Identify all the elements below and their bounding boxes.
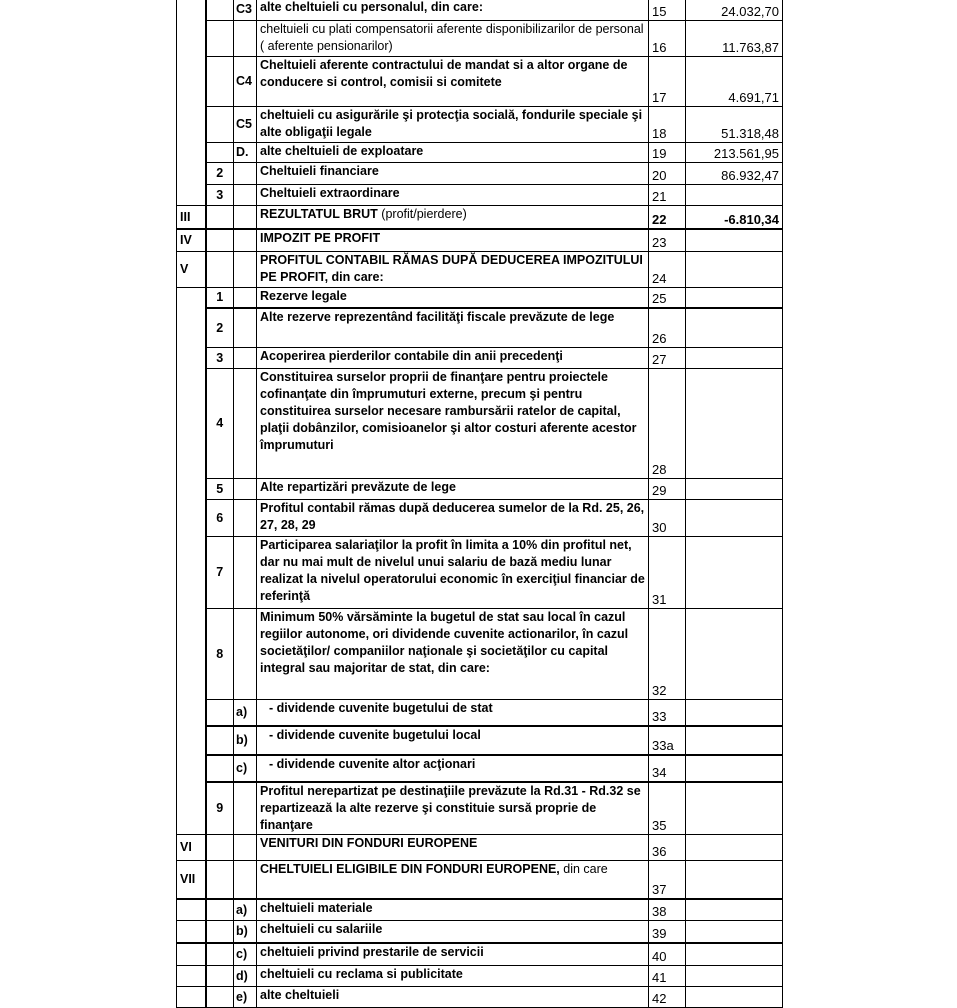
row-number-cell: 37 (649, 861, 686, 900)
row-number-cell: 18 (649, 107, 686, 143)
amount-cell: 213.561,95 (686, 143, 783, 163)
financial-statement-sheet (176, 0, 782, 1008)
sub-item-cell: b) (234, 921, 257, 944)
row-label-cell (257, 782, 649, 835)
sub-item-cell: a) (234, 899, 257, 921)
row-label: cheltuieli materiale (260, 901, 373, 915)
sub-item-cell (234, 348, 257, 369)
item-number-cell: 3 (206, 185, 234, 206)
row-label-cell (257, 755, 649, 782)
row-label-cell (257, 21, 649, 57)
row-number-cell: 24 (649, 252, 686, 288)
item-number-cell (206, 987, 234, 1008)
roman-numeral-cell (177, 308, 206, 348)
roman-numeral-cell (177, 500, 206, 537)
roman-numeral-cell (177, 943, 206, 966)
row-label-cell (257, 861, 649, 900)
sub-item-cell (234, 609, 257, 700)
item-number-cell (206, 57, 234, 107)
sub-item-cell: d) (234, 966, 257, 987)
sub-item-cell (234, 479, 257, 500)
sub-item-cell (234, 782, 257, 835)
sub-item-cell (234, 206, 257, 230)
sub-item-cell: c) (234, 755, 257, 782)
amount-cell (686, 609, 783, 700)
item-number-cell (206, 229, 234, 252)
item-number-cell (206, 107, 234, 143)
row-number-cell: 28 (649, 369, 686, 479)
sub-item-cell (234, 21, 257, 57)
row-label: alte cheltuieli de exploatare (260, 144, 424, 158)
roman-numeral-cell (177, 537, 206, 609)
table-row (177, 348, 783, 369)
amount-cell (686, 308, 783, 348)
amount-cell (686, 369, 783, 479)
item-number-cell (206, 899, 234, 921)
row-label: cheltuieli cu plati compensatorii aferente disponibilizarilor de personal ( aferente pensionarilor) (260, 22, 644, 53)
row-number-cell: 33 (649, 700, 686, 727)
row-label: cheltuieli privind prestarile de servicii (260, 945, 484, 959)
row-label: IMPOZIT PE PROFIT (260, 231, 381, 245)
sub-item-cell: c) (234, 943, 257, 966)
item-number-cell (206, 143, 234, 163)
row-number-cell: 34 (649, 755, 686, 782)
table-row (177, 185, 783, 206)
table-row (177, 107, 783, 143)
roman-numeral-cell (177, 700, 206, 727)
item-number-cell: 3 (206, 348, 234, 369)
item-number-cell: 2 (206, 308, 234, 348)
row-label-cell (257, 288, 649, 309)
amount-cell (686, 185, 783, 206)
sub-item-cell: C5 (234, 107, 257, 143)
row-number-cell: 30 (649, 500, 686, 537)
row-label-cell (257, 899, 649, 921)
roman-numeral-cell (177, 966, 206, 987)
row-label-cell (257, 229, 649, 252)
amount-cell (686, 921, 783, 944)
amount-cell (686, 229, 783, 252)
row-label: Alte rezerve reprezentând facilităţi fiscale prevăzute de lege (260, 310, 615, 324)
roman-numeral-cell (177, 21, 206, 57)
row-label-cell (257, 57, 649, 107)
table-row (177, 755, 783, 782)
roman-numeral-cell (177, 57, 206, 107)
item-number-cell (206, 726, 234, 755)
table-row (177, 0, 783, 21)
amount-cell (686, 835, 783, 861)
item-number-cell (206, 966, 234, 987)
row-label: - dividende cuvenite bugetului de stat (269, 701, 493, 715)
amount-cell: -6.810,34 (686, 206, 783, 230)
sub-item-cell (234, 252, 257, 288)
amount-cell (686, 755, 783, 782)
sub-item-cell (234, 500, 257, 537)
roman-numeral-cell (177, 921, 206, 944)
row-label-cell (257, 500, 649, 537)
row-label-cell (257, 143, 649, 163)
sub-item-cell: C4 (234, 57, 257, 107)
table-row (177, 500, 783, 537)
sub-item-cell (234, 229, 257, 252)
row-label-cell (257, 537, 649, 609)
row-label-cell (257, 185, 649, 206)
sub-item-cell (234, 288, 257, 309)
amount-cell (686, 943, 783, 966)
row-number-cell: 25 (649, 288, 686, 309)
amount-cell: 11.763,87 (686, 21, 783, 57)
row-number-cell: 29 (649, 479, 686, 500)
row-label: Minimum 50% vărsăminte la bugetul de stat sau local în cazul regiilor autonome, ori dividende cuvenite actionarilor, în cazul societăţilor/ companiilor naţionale şi societăţilor cu capital integral sau majoritar de stat, din care: (260, 610, 629, 675)
roman-numeral-cell (177, 782, 206, 835)
table-row (177, 609, 783, 700)
row-label-cell (257, 609, 649, 700)
table-row (177, 206, 783, 230)
row-number-cell: 20 (649, 163, 686, 185)
row-number-cell: 19 (649, 143, 686, 163)
item-number-cell (206, 861, 234, 900)
amount-cell (686, 288, 783, 309)
table-row (177, 921, 783, 944)
roman-numeral-cell (177, 609, 206, 700)
row-number-cell: 40 (649, 943, 686, 966)
roman-numeral-cell: V (177, 252, 206, 288)
item-number-cell: 6 (206, 500, 234, 537)
row-label: cheltuieli cu asigurările şi protecţia socială, fondurile speciale şi alte obligaţii legale (260, 108, 643, 139)
row-number-cell: 15 (649, 0, 686, 21)
row-label: REZULTATUL BRUT (260, 207, 378, 221)
table-row (177, 700, 783, 727)
row-number-cell: 27 (649, 348, 686, 369)
table-row (177, 537, 783, 609)
table-row (177, 308, 783, 348)
amount-cell (686, 348, 783, 369)
row-label: VENITURI DIN FONDURI EUROPENE (260, 836, 478, 850)
item-number-cell (206, 835, 234, 861)
row-label: Cheltuieli aferente contractului de mandat si a altor organe de conducere si control, comisii si comitete (260, 58, 628, 89)
row-label-cell (257, 163, 649, 185)
row-number-cell: 42 (649, 987, 686, 1008)
table-row (177, 143, 783, 163)
roman-numeral-cell (177, 899, 206, 921)
sub-item-cell: C3 (234, 0, 257, 21)
item-number-cell: 4 (206, 369, 234, 479)
item-number-cell: 8 (206, 609, 234, 700)
item-number-cell (206, 700, 234, 727)
item-number-cell: 2 (206, 163, 234, 185)
table-row (177, 943, 783, 966)
sub-item-cell (234, 861, 257, 900)
amount-cell (686, 987, 783, 1008)
row-number-cell: 41 (649, 966, 686, 987)
profit-loss-table (176, 0, 783, 1008)
row-label: alte cheltuieli (260, 988, 340, 1002)
item-number-cell: 9 (206, 782, 234, 835)
table-row (177, 835, 783, 861)
row-number-cell: 26 (649, 308, 686, 348)
row-label: Alte repartizări prevăzute de lege (260, 480, 456, 494)
row-label: Cheltuieli extraordinare (260, 186, 400, 200)
row-label-cell (257, 369, 649, 479)
sub-item-cell: b) (234, 726, 257, 755)
table-row (177, 726, 783, 755)
roman-numeral-cell (177, 0, 206, 21)
row-label-cell (257, 835, 649, 861)
item-number-cell (206, 921, 234, 944)
row-label: alte cheltuieli cu personalul, din care: (260, 0, 483, 14)
amount-cell: 4.691,71 (686, 57, 783, 107)
row-label-cell (257, 966, 649, 987)
row-label: Profitul nerepartizat pe destinaţiile prevăzute la Rd.31 - Rd.32 se repartizează la alte rezerve şi constituie sursă proprie de finanţare (260, 784, 641, 832)
row-number-cell: 35 (649, 782, 686, 835)
table-row (177, 163, 783, 185)
item-number-cell (206, 943, 234, 966)
row-label: Participarea salariaţilor la profit în limita a 10% din profitul net, dar nu mai mult de nivelul unui salariu de bază mediu lunar realizat la nivelul operatorului economic în exerciţiul financiar de referinţă (260, 538, 645, 603)
item-number-cell (206, 206, 234, 230)
amount-cell: 24.032,70 (686, 0, 783, 21)
row-label: PROFITUL CONTABIL RĂMAS DUPĂ DEDUCEREA IMPOZITULUI PE PROFIT, din care: (260, 253, 643, 284)
item-number-cell (206, 252, 234, 288)
row-label: cheltuieli cu salariile (260, 922, 383, 936)
roman-numeral-cell (177, 479, 206, 500)
row-number-cell: 23 (649, 229, 686, 252)
roman-numeral-cell (177, 369, 206, 479)
roman-numeral-cell (177, 107, 206, 143)
row-label: - dividende cuvenite bugetului local (269, 728, 481, 742)
amount-cell (686, 252, 783, 288)
amount-cell (686, 726, 783, 755)
roman-numeral-cell (177, 726, 206, 755)
row-label-cell (257, 987, 649, 1008)
roman-numeral-cell (177, 755, 206, 782)
row-label-cell (257, 943, 649, 966)
sub-item-cell: a) (234, 700, 257, 727)
sub-item-cell: e) (234, 987, 257, 1008)
amount-cell (686, 479, 783, 500)
row-label-suffix: (profit/pierdere) (377, 207, 467, 221)
sub-item-cell (234, 308, 257, 348)
row-label: Profitul contabil rămas după deducerea sumelor de la Rd. 25, 26, 27, 28, 29 (260, 501, 645, 532)
row-number-cell: 22 (649, 206, 686, 230)
table-row (177, 229, 783, 252)
item-number-cell (206, 21, 234, 57)
item-number-cell (206, 0, 234, 21)
roman-numeral-cell: III (177, 206, 206, 230)
table-row (177, 369, 783, 479)
amount-cell (686, 861, 783, 900)
row-label: - dividende cuvenite altor acţionari (269, 757, 476, 771)
amount-cell (686, 966, 783, 987)
roman-numeral-cell (177, 185, 206, 206)
row-number-cell: 32 (649, 609, 686, 700)
row-label-cell (257, 479, 649, 500)
amount-cell (686, 500, 783, 537)
table-row (177, 479, 783, 500)
row-label-cell (257, 107, 649, 143)
row-number-cell: 21 (649, 185, 686, 206)
row-number-cell: 17 (649, 57, 686, 107)
sub-item-cell (234, 369, 257, 479)
amount-cell (686, 899, 783, 921)
sub-item-cell (234, 185, 257, 206)
roman-numeral-cell: VI (177, 835, 206, 861)
table-row (177, 966, 783, 987)
row-number-cell: 36 (649, 835, 686, 861)
table-row (177, 987, 783, 1008)
sub-item-cell (234, 835, 257, 861)
row-label: CHELTUIELI ELIGIBILE DIN FONDURI EUROPENE, (260, 862, 560, 876)
row-label: Acoperirea pierderilor contabile din anii precedenţi (260, 349, 563, 363)
row-label-cell (257, 308, 649, 348)
roman-numeral-cell (177, 348, 206, 369)
row-label-cell (257, 700, 649, 727)
table-row (177, 57, 783, 107)
item-number-cell: 1 (206, 288, 234, 309)
roman-numeral-cell: VII (177, 861, 206, 900)
amount-cell (686, 700, 783, 727)
row-label: cheltuieli cu reclama si publicitate (260, 967, 463, 981)
sub-item-cell: D. (234, 143, 257, 163)
table-row (177, 899, 783, 921)
roman-numeral-cell: IV (177, 229, 206, 252)
amount-cell (686, 537, 783, 609)
row-label-cell (257, 0, 649, 21)
roman-numeral-cell (177, 163, 206, 185)
row-label-cell (257, 252, 649, 288)
sub-item-cell (234, 163, 257, 185)
row-number-cell: 38 (649, 899, 686, 921)
row-label: Cheltuieli financiare (260, 164, 379, 178)
table-row (177, 252, 783, 288)
row-label-cell (257, 726, 649, 755)
row-label: Constituirea surselor proprii de finanţare pentru proiectele cofinanţate din împrumuturi externe, precum şi pentru constituirea surselor necesare rambursării ratelor de capital, plaţii dobânzilor, comisioanelor şi altor costuri aferente acestor împrumuturi (260, 370, 637, 452)
table-row (177, 288, 783, 309)
table-row (177, 861, 783, 900)
row-label-cell (257, 206, 649, 230)
table-row (177, 782, 783, 835)
item-number-cell: 7 (206, 537, 234, 609)
amount-cell: 86.932,47 (686, 163, 783, 185)
item-number-cell: 5 (206, 479, 234, 500)
row-label-cell (257, 348, 649, 369)
roman-numeral-cell (177, 143, 206, 163)
item-number-cell (206, 755, 234, 782)
row-number-cell: 33a (649, 726, 686, 755)
row-number-cell: 16 (649, 21, 686, 57)
row-label-cell (257, 921, 649, 944)
roman-numeral-cell (177, 288, 206, 309)
amount-cell: 51.318,48 (686, 107, 783, 143)
amount-cell (686, 782, 783, 835)
row-label-suffix: din care (559, 862, 608, 876)
row-number-cell: 31 (649, 537, 686, 609)
sub-item-cell (234, 537, 257, 609)
row-number-cell: 39 (649, 921, 686, 944)
table-row (177, 21, 783, 57)
roman-numeral-cell (177, 987, 206, 1008)
row-label: Rezerve legale (260, 289, 347, 303)
